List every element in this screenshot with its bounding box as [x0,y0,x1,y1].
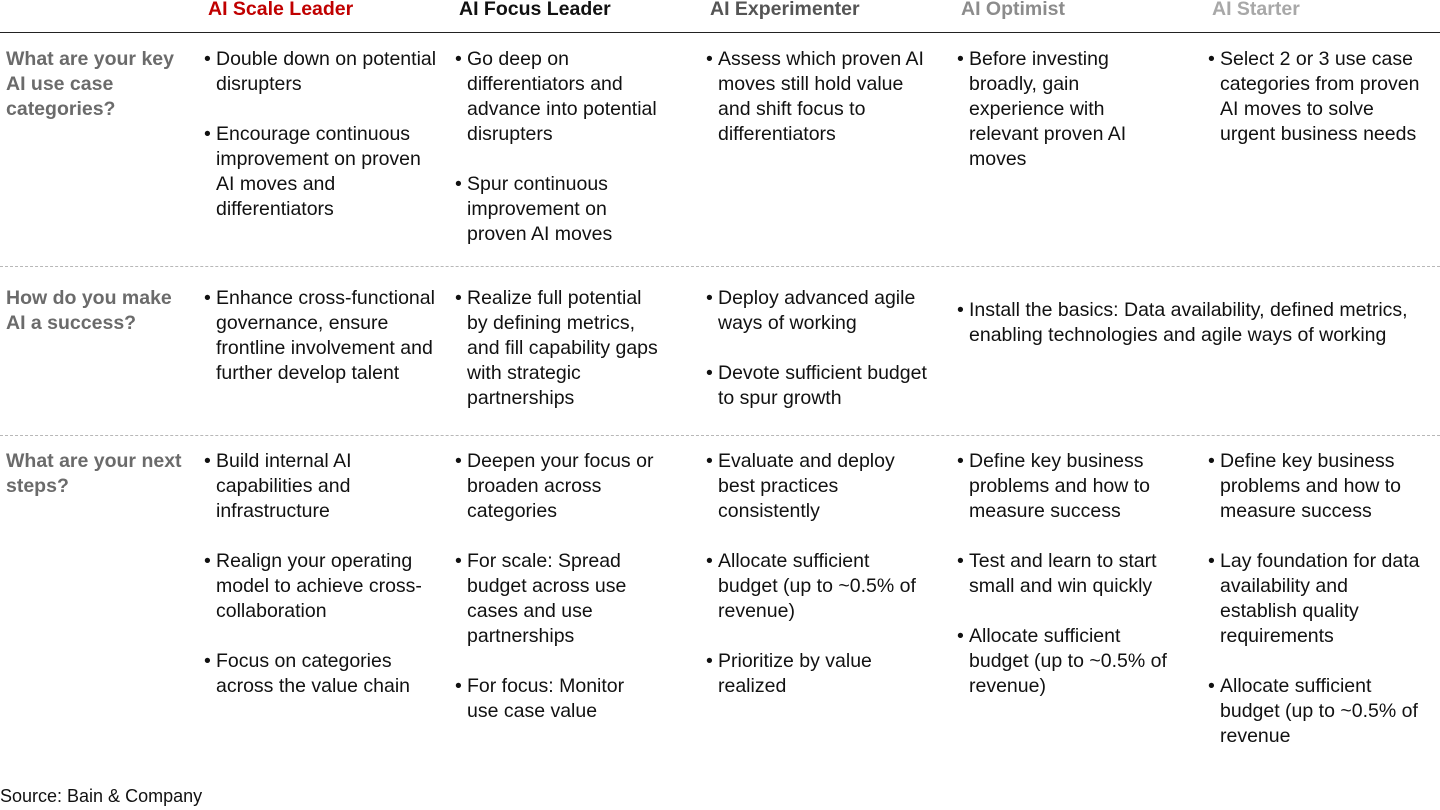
list-item: • Evaluate and deploy best practices consistently [706,449,921,524]
list-item: • Before investing broadly, gain experience with relevant proven AI moves [957,47,1139,172]
list-item: • Spur continuous improvement on proven AI moves [455,172,670,247]
row-label-next-steps: What are your next steps? [6,450,182,497]
column-header-focus-leader: AI Focus Leader [459,0,611,20]
cell-r1-focus [455,47,670,247]
row-label-use-case-categories: What are your key AI use case categories? [6,48,174,120]
list-item: • Install the basics: Data availability, defined metrics, enabling technologies and agile ways of working [957,298,1435,348]
column-header-optimist: AI Optimist [961,0,1066,20]
cell-r3-scale [204,449,434,699]
cell-r3-optimist [957,449,1179,699]
list-item: • Select 2 or 3 use case categories from proven AI moves to solve urgent business needs [1208,47,1434,147]
list-item: • Double down on potential disrupters [204,47,442,97]
cell-r2-optimist-starter [957,298,1435,348]
cell-r1-optimist [957,47,1139,172]
cell-r3-experimenter [706,449,921,699]
list-item: • Lay foundation for data availability and establish quality requirements [1208,549,1430,649]
column-header-scale-leader: AI Scale Leader [208,0,354,20]
list-item: • For focus: Monitor use case value [455,674,660,724]
cell-r3-starter [1208,449,1430,749]
list-item: • Enhance cross-functional governance, ensure frontline involvement and further develop talent [204,286,436,386]
list-item: • Deploy advanced agile ways of working [706,286,928,336]
list-item: • Devote sufficient budget to spur growth [706,361,928,411]
list-item: • Define key business problems and how to measure success [1208,449,1430,524]
cell-r3-focus [455,449,660,724]
list-item: • Prioritize by value realized [706,649,921,699]
list-item: • Assess which proven AI moves still hold value and shift focus to differentiators [706,47,928,147]
row-divider [0,435,1440,436]
cell-r2-focus [455,286,667,411]
list-item: • Allocate sufficient budget (up to ~0.5% of revenue [1208,674,1430,749]
list-item: • Realize full potential by defining metrics, and fill capability gaps with strategic partnerships [455,286,667,411]
list-item: • Go deep on differentiators and advance into potential disrupters [455,47,670,147]
list-item: • Define key business problems and how to measure success [957,449,1179,524]
list-item: • Focus on categories across the value chain [204,649,434,699]
list-item: • Test and learn to start small and win quickly [957,549,1179,599]
list-item: • Allocate sufficient budget (up to ~0.5% of revenue) [957,624,1179,699]
source-note: Source: Bain & Company [0,786,203,806]
list-item: • For scale: Spread budget across use cases and use partnerships [455,549,660,649]
list-item: • Deepen your focus or broaden across categories [455,449,660,524]
list-item: • Allocate sufficient budget (up to ~0.5% of revenue) [706,549,921,624]
column-header-experimenter: AI Experimenter [710,0,860,20]
cell-r1-scale [204,47,442,222]
cell-r1-starter [1208,47,1434,147]
list-item: • Encourage continuous improvement on proven AI moves and differentiators [204,122,442,222]
list-item: • Build internal AI capabilities and infrastructure [204,449,434,524]
column-header-starter: AI Starter [1212,0,1300,20]
header-divider [0,32,1440,33]
cell-r2-experimenter [706,286,928,411]
row-divider [0,266,1440,267]
row-label-make-ai-success: How do you make AI a success? [6,287,172,334]
list-item: • Realign your operating model to achieve cross-collaboration [204,549,434,624]
cell-r2-scale [204,286,436,386]
cell-r1-experimenter [706,47,928,147]
